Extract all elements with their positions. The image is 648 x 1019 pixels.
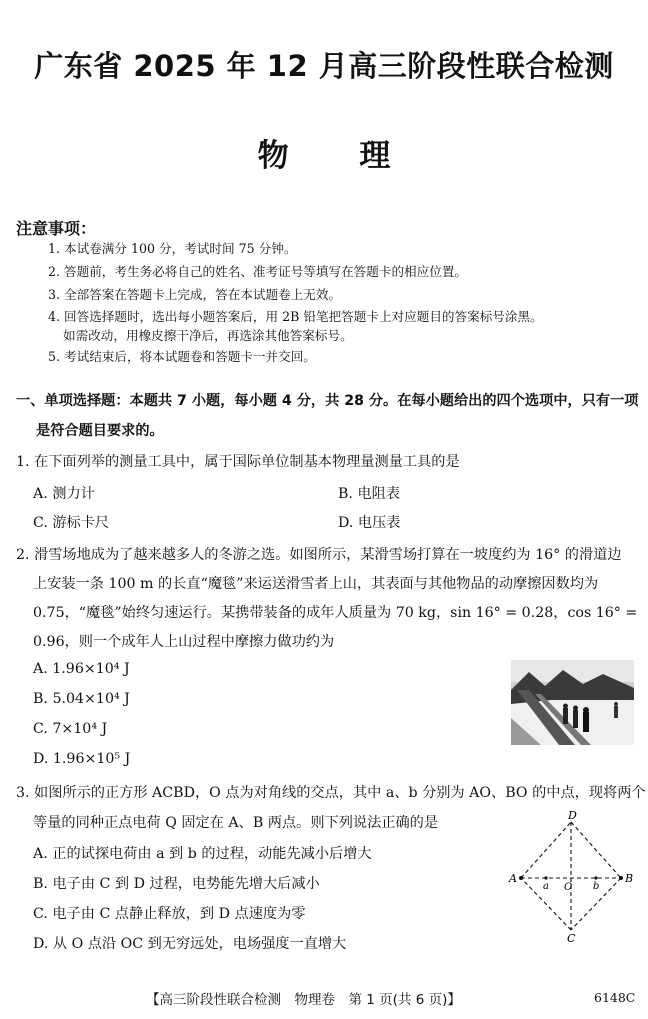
ski-conveyor-photo (511, 660, 634, 745)
q1-option-c: C. 游标卡尺 (33, 515, 110, 531)
q1-option-d: D. 电压表 (338, 515, 401, 531)
label-d: D (568, 809, 577, 822)
notice-item-4: 4. 回答选择题时，选出每小题答案后，用 2B 铅笔把答题卡上对应题目的答案标号涂黑。 (48, 309, 543, 324)
q2-stem-line-2: 上安装一条 100 m 的长直“魔毯”来运送滑雪者上山，其表面与其他物品的动摩擦因数均为 (33, 576, 599, 592)
q2-option-c: C. 7×10⁴ J (33, 721, 108, 737)
exam-title: 广东省 2025 年 12 月高三阶段性联合检测 (34, 49, 614, 83)
section-heading: 一、单项选择题：本题共 7 小题，每小题 4 分，共 28 分。在每小题给出的四个选项中，只有一项 (16, 393, 639, 409)
q3-stem-line-2: 等量的同种正点电荷 Q 固定在 A、B 两点。则下列说法正确的是 (33, 815, 439, 831)
notice-item-4-cont: 如需改动，用橡皮擦干净后，再选涂其他答案标号。 (63, 328, 353, 343)
notice-item-1: 1. 本试卷满分 100 分，考试时间 75 分钟。 (48, 241, 297, 256)
label-b: B (625, 872, 634, 885)
q3-stem-line-1: 3. 如图所示的正方形 ACBD，O 点为对角线的交点，其中 a、b 分别为 AO、BO 的中点，现将两个 (16, 785, 646, 801)
paper-code: 6148C (594, 990, 636, 1005)
q3-option-c: C. 电子由 C 点静止释放，到 D 点速度为零 (33, 906, 306, 922)
q1-option-b: B. 电阻表 (338, 486, 401, 502)
label-a: A (509, 872, 517, 885)
q2-option-b: B. 5.04×10⁴ J (33, 691, 130, 707)
notice-item-5: 5. 考试结束后，将本试题卷和答题卡一并交回。 (48, 349, 316, 364)
q2-stem-line-3: 0.75，“魔毯”始终匀速运行。某携带装备的成年人质量为 70 kg，sin 16° = 0.28，cos 16° = (33, 605, 638, 621)
q1-option-a: A. 测力计 (33, 486, 95, 502)
notice-heading: 注意事项： (16, 219, 97, 238)
label-o: O (564, 882, 573, 893)
notice-item-3: 3. 全部答案在答题卡上完成，答在本试题卷上无效。 (48, 287, 342, 302)
q2-stem-line-4: 0.96，则一个成年人上山过程中摩擦力做功约为 (33, 634, 335, 650)
q2-option-a: A. 1.96×10⁴ J (33, 661, 130, 677)
q2-stem-line-1: 2. 滑雪场地成为了越来越多人的冬游之选。如图所示，某滑雪场打算在一坡度约为 16° 的滑道边 (16, 547, 622, 563)
section-heading-cont: 是符合题目要求的。 (36, 423, 164, 439)
label-small-a: a (543, 881, 549, 892)
q3-option-d: D. 从 O 点沿 OC 到无穷远处，电场强度一直增大 (33, 936, 347, 952)
page-footer: 【高三阶段性联合检测 物理卷 第 1 页(共 6 页)】 (146, 992, 461, 1008)
q3-option-a: A. 正的试探电荷由 a 到 b 的过程，动能先减小后增大 (33, 846, 372, 862)
notice-item-2: 2. 答题前，考生务必将自己的姓名、准考证号等填写在答题卡的相应位置。 (48, 264, 468, 279)
q2-option-d: D. 1.96×10⁵ J (33, 751, 131, 767)
label-c: C (567, 932, 576, 942)
label-small-b: b (593, 881, 600, 892)
q3-option-b: B. 电子由 C 到 D 过程，电势能先增大后减小 (33, 876, 320, 892)
subject-title: 物 理 (257, 138, 391, 174)
square-diagram (507, 808, 641, 942)
q1-stem: 1. 在下面列举的测量工具中，属于国际单位制基本物理量测量工具的是 (16, 454, 460, 470)
